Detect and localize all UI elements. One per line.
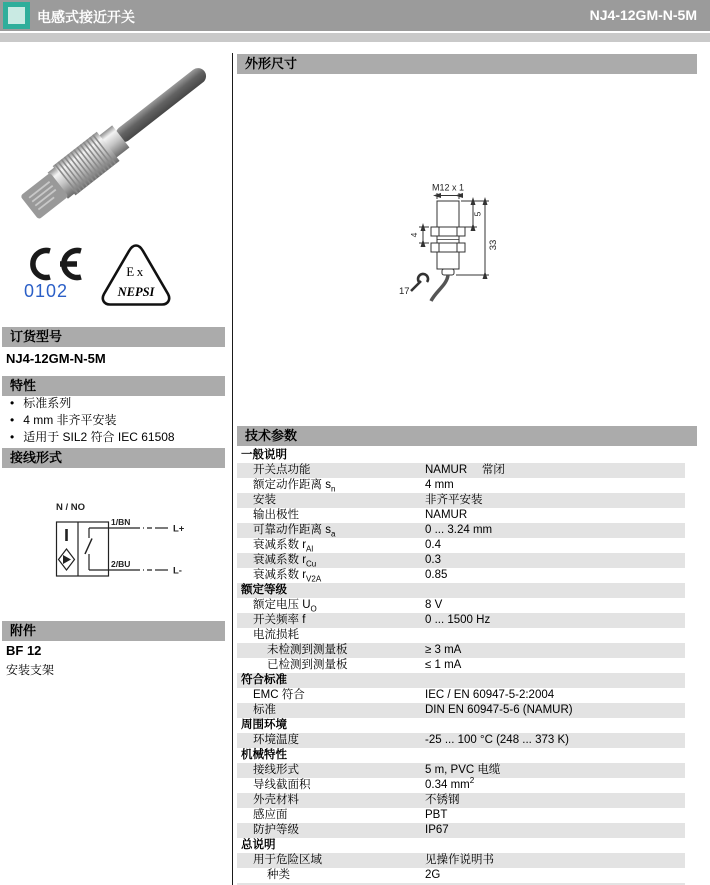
feature-item: • 适用于 SIL2 符合 IEC 61508 bbox=[8, 429, 223, 446]
wire2-label: 2/BU bbox=[111, 559, 131, 569]
ce-mark-logo bbox=[25, 247, 83, 281]
spec-label: 符合标准 bbox=[241, 674, 287, 686]
spec-section-row bbox=[237, 718, 685, 733]
spec-label: 可靠动作距离 $s_a$ bbox=[253, 524, 336, 539]
dim-cable bbox=[431, 275, 448, 301]
spec-row bbox=[237, 568, 685, 583]
dim-nut-2 bbox=[431, 243, 465, 252]
nepsi-ex-text: Ex bbox=[126, 264, 146, 279]
wire-minus-label: L- bbox=[173, 565, 182, 577]
spec-label: 防护等级 bbox=[253, 824, 299, 836]
spec-label: 环境温度 bbox=[253, 734, 299, 746]
spec-row bbox=[237, 463, 685, 478]
spec-row bbox=[237, 508, 685, 523]
spec-value: NAMUR 常闭 bbox=[425, 464, 505, 476]
spec-label: 标准 bbox=[253, 704, 276, 716]
spec-value: PBT bbox=[425, 809, 448, 821]
wiring-diagram bbox=[55, 497, 207, 597]
spec-label: 感应面 bbox=[253, 809, 288, 821]
spec-row bbox=[237, 733, 685, 748]
spec-label: 开关频率 f bbox=[253, 614, 306, 626]
spec-value: DIN EN 60947-5-6 (NAMUR) bbox=[425, 704, 573, 716]
spec-row bbox=[237, 763, 685, 778]
left-dim-label: 4 bbox=[409, 232, 419, 238]
accessory-description: 安装支架 bbox=[6, 663, 55, 677]
accessory-name: BF 12 bbox=[6, 643, 42, 658]
feature-item: • 4 mm 非齐平安装 bbox=[8, 412, 223, 429]
spec-row bbox=[237, 703, 685, 718]
ce-notified-body-number: 0102 bbox=[24, 281, 69, 301]
spec-row bbox=[237, 853, 685, 868]
spec-value: 0.34 $mm^2$ bbox=[425, 776, 475, 791]
dim-nut-1 bbox=[431, 227, 465, 236]
dim-sensor-head bbox=[437, 201, 459, 227]
spec-row bbox=[237, 868, 685, 883]
spec-value: 5 m, PVC 电缆 bbox=[425, 764, 501, 776]
order-model: NJ4-12GM-N-5M bbox=[6, 351, 106, 366]
spec-row bbox=[237, 598, 685, 613]
spec-row bbox=[237, 808, 685, 823]
model-number: NJ4-12GM-N-5M bbox=[589, 7, 697, 23]
wire1-label: 1/BN bbox=[111, 517, 131, 527]
top-header-bar bbox=[0, 0, 710, 31]
spec-section-row bbox=[237, 838, 685, 853]
spec-label: 开关点功能 bbox=[253, 464, 311, 476]
spec-label: 安装 bbox=[253, 494, 276, 506]
spec-value: ≤ 1 mA bbox=[425, 659, 462, 671]
spec-row bbox=[237, 538, 685, 553]
spec-value: 0.3 bbox=[425, 554, 441, 566]
spec-section-row bbox=[237, 748, 685, 763]
spec-value: 0.4 bbox=[425, 539, 441, 551]
spec-value: -25 ... 100 °C (248 ... 373 K) bbox=[425, 734, 569, 746]
spec-label: 额定动作距离 $s_n$ bbox=[253, 479, 336, 494]
spec-row bbox=[237, 478, 685, 493]
spec-row bbox=[237, 688, 685, 703]
spec-label: 衰减系数 $r_{Al}$ bbox=[253, 539, 314, 554]
spec-row bbox=[237, 628, 685, 643]
wiring-type-label: N / NO bbox=[56, 502, 86, 513]
head-length-label: 5 bbox=[472, 211, 483, 217]
spec-label: 接线形式 bbox=[253, 764, 299, 776]
spec-label: 衰减系数 $r_{Cu}$ bbox=[253, 554, 317, 569]
section-header-features: 特性 bbox=[2, 376, 225, 396]
spec-label: 外壳材料 bbox=[253, 794, 299, 806]
spec-label: 已检测到测量板 bbox=[267, 659, 348, 671]
spec-label: 周围环境 bbox=[241, 719, 287, 731]
spec-label: 导线截面积 bbox=[253, 779, 311, 791]
section-header-order: 订货型号 bbox=[2, 327, 225, 347]
spec-section-row bbox=[237, 448, 685, 463]
section-header-connection: 接线形式 bbox=[2, 448, 225, 468]
spec-row bbox=[237, 643, 685, 658]
spec-label: 额定电压 $U_O$ bbox=[253, 599, 317, 614]
column-divider bbox=[232, 53, 233, 885]
spec-row bbox=[237, 778, 685, 793]
spec-value: 0 ... 1500 Hz bbox=[425, 614, 491, 626]
features-list bbox=[8, 395, 223, 446]
spec-value: 4 mm bbox=[425, 479, 454, 491]
spec-value: 8 V bbox=[425, 599, 443, 611]
thread-size-label: M12 x 1 bbox=[431, 182, 465, 193]
sensor-cable bbox=[113, 65, 210, 145]
spec-value: 2G bbox=[425, 869, 441, 881]
total-length-label: 33 bbox=[488, 239, 499, 251]
header-substrip bbox=[0, 33, 710, 42]
spec-value: 见操作说明书 bbox=[425, 854, 494, 866]
section-header-accessories: 附件 bbox=[2, 621, 225, 641]
tech-table bbox=[237, 448, 685, 885]
spec-section-row bbox=[237, 673, 685, 688]
spec-value: 不锈钢 bbox=[425, 794, 460, 806]
section-header-dimensions: 外形尺寸 bbox=[237, 54, 697, 74]
spec-label: 未检测到测量板 bbox=[267, 644, 348, 656]
spec-section-row bbox=[237, 583, 685, 598]
spec-label: 一般说明 bbox=[241, 449, 287, 461]
spec-value: IP67 bbox=[425, 824, 449, 836]
wiring-switch-blade bbox=[85, 539, 92, 555]
spec-label: 衰减系数 $r_{V2A}$ bbox=[253, 569, 322, 584]
spec-row bbox=[237, 523, 685, 538]
spec-label: 总说明 bbox=[241, 839, 276, 851]
spec-row bbox=[237, 793, 685, 808]
spec-row bbox=[237, 613, 685, 628]
spec-row bbox=[237, 493, 685, 508]
product-photo bbox=[12, 64, 218, 244]
spec-value: IEC / EN 60947-5-2:2004 bbox=[425, 689, 555, 701]
wrench-size-label: 17 bbox=[399, 286, 410, 297]
spec-row bbox=[237, 658, 685, 673]
spec-value: 非齐平安装 bbox=[425, 494, 483, 506]
spec-label: 用于危险区域 bbox=[253, 854, 322, 866]
brand-square-inner bbox=[8, 7, 25, 24]
spec-value: NAMUR bbox=[425, 509, 468, 521]
nepsi-name-text: NEPSI bbox=[117, 285, 155, 299]
spec-label: 机械特性 bbox=[241, 749, 287, 761]
section-header-tech-data: 技术参数 bbox=[237, 426, 697, 446]
brand-square-icon bbox=[3, 2, 30, 29]
spec-row bbox=[237, 823, 685, 838]
spec-value: 0 ... 3.24 mm bbox=[425, 524, 493, 536]
spec-label: 种类 bbox=[267, 869, 290, 881]
wire-plus-label: L+ bbox=[173, 523, 185, 535]
spec-label: 输出极性 bbox=[253, 509, 299, 521]
spec-row bbox=[237, 553, 685, 568]
spec-label: 额定等级 bbox=[241, 584, 287, 596]
spec-value: ≥ 3 mA bbox=[425, 644, 462, 656]
dimension-drawing bbox=[390, 181, 512, 315]
nepsi-ex-logo bbox=[98, 243, 174, 307]
spec-label: EMC 符合 bbox=[253, 689, 305, 701]
spec-value: 0.85 bbox=[425, 569, 448, 581]
page-title: 电感式接近开关 bbox=[37, 9, 135, 25]
spec-label: 电流损耗 bbox=[253, 629, 299, 641]
feature-item: • 标准系列 bbox=[8, 395, 223, 412]
